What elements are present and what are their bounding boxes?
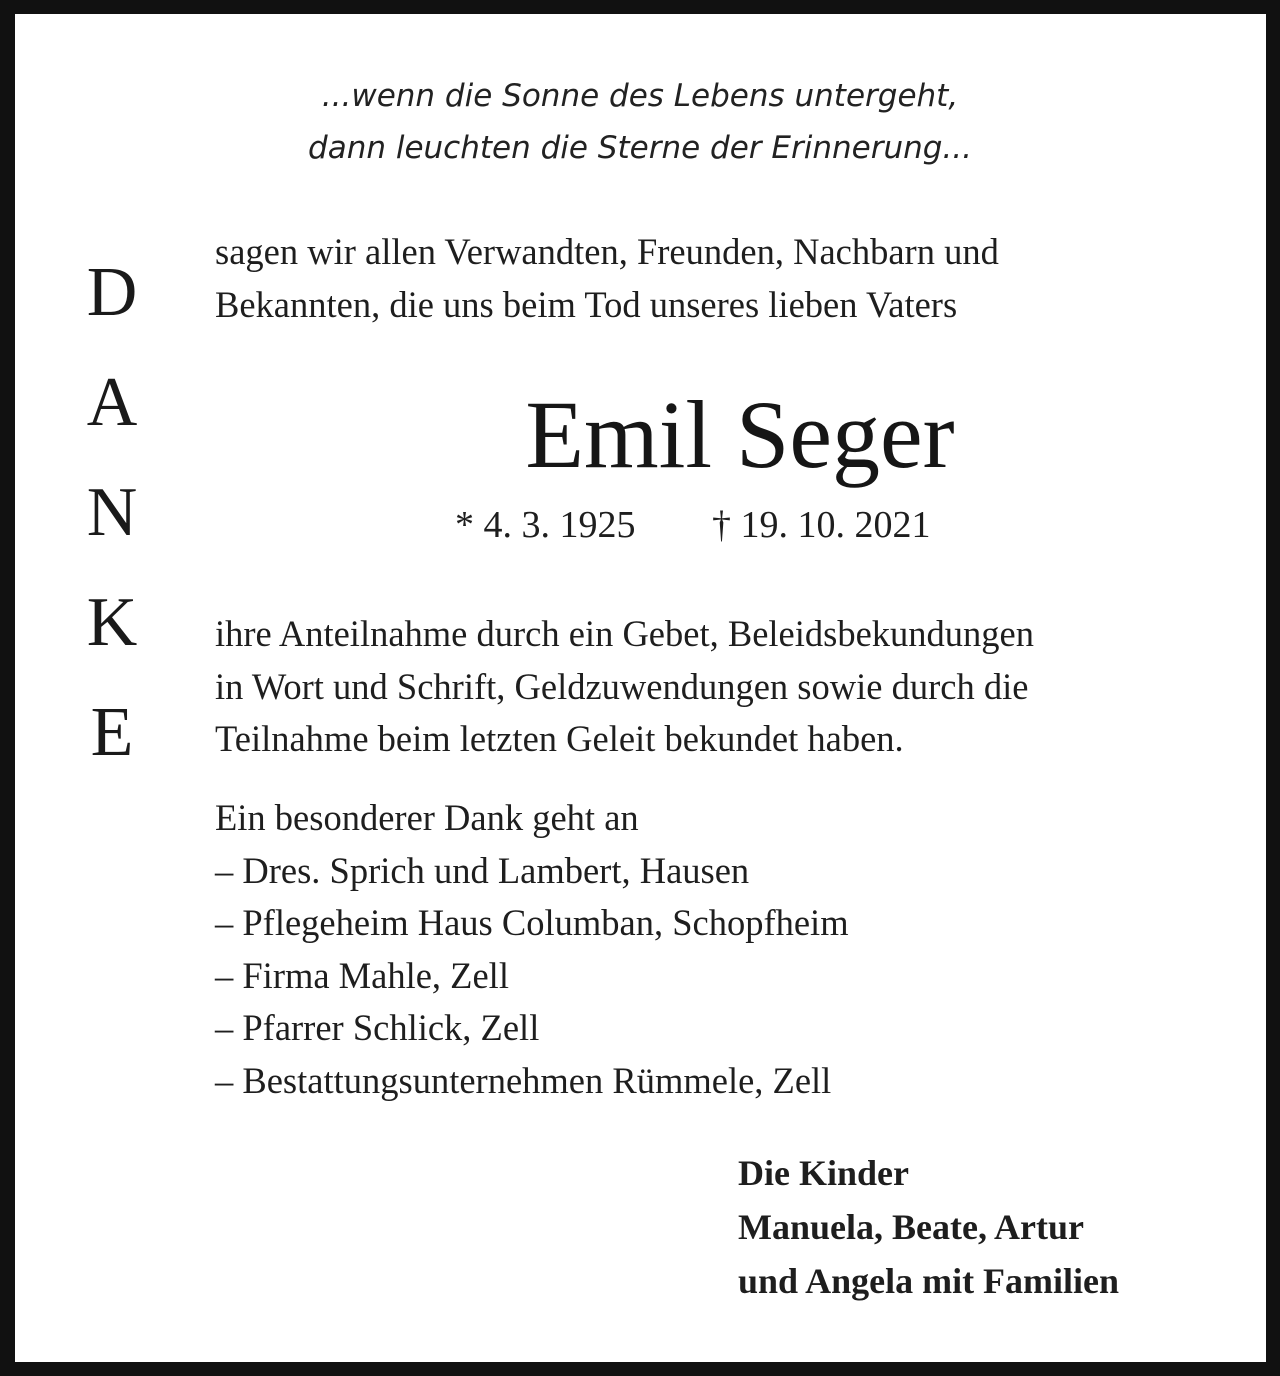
signature-line-2: Manuela, Beate, Artur [738,1207,1084,1247]
intro-line-1: sagen wir allen Verwandten, Freunden, Nachbarn und [215,231,999,272]
danke-letter-a: A [86,364,138,441]
thanks-item: – Pfarrer Schlick, Zell [215,1007,540,1048]
danke-letter-n: N [86,474,138,551]
intro-line-2: Bekannten, die uns beim Tod unseres lieben Vaters [215,283,958,325]
thanks-heading: Ein besonderer Dank geht an [215,797,639,838]
body-line-3: Teilnahme beim letzten Geleit bekundet haben. [215,718,904,759]
danke-letter-k: K [86,584,138,661]
intro-paragraph [215,226,999,331]
thanks-item: – Bestattungsunternehmen Rümmele, Zell [215,1059,832,1101]
deceased-name: Emil Seger [525,381,955,488]
motto [0,70,1280,174]
motto-line-2: dann leuchten die Sterne der Erinnerung... [308,130,972,166]
body-paragraph [215,608,1034,766]
danke-letter-e: E [90,694,134,771]
body-line-2: in Wort und Schrift, Geldzuwendungen sowie durch die [215,665,1029,707]
birth-date: * 4. 3. 1925 [455,504,636,546]
death-date: † 19. 10. 2021 [712,504,931,546]
motto-line-1: ...wenn die Sonne des Lebens untergeht, [321,78,959,114]
special-thanks [215,792,849,1107]
thanks-item: – Firma Mahle, Zell [215,954,509,996]
signature-block [738,1146,1119,1308]
signature-line-3: und Angela mit Familien [738,1261,1120,1301]
thanks-item: – Dres. Sprich und Lambert, Hausen [215,849,750,891]
life-dates [0,500,1280,550]
danke-letter-d: D [86,254,138,331]
thanks-item: – Pflegeheim Haus Columban, Schopfheim [215,902,849,943]
signature-line-1: Die Kinder [738,1153,909,1193]
body-line-1: ihre Anteilnahme durch ein Gebet, Beleidsbekundungen [215,613,1034,654]
